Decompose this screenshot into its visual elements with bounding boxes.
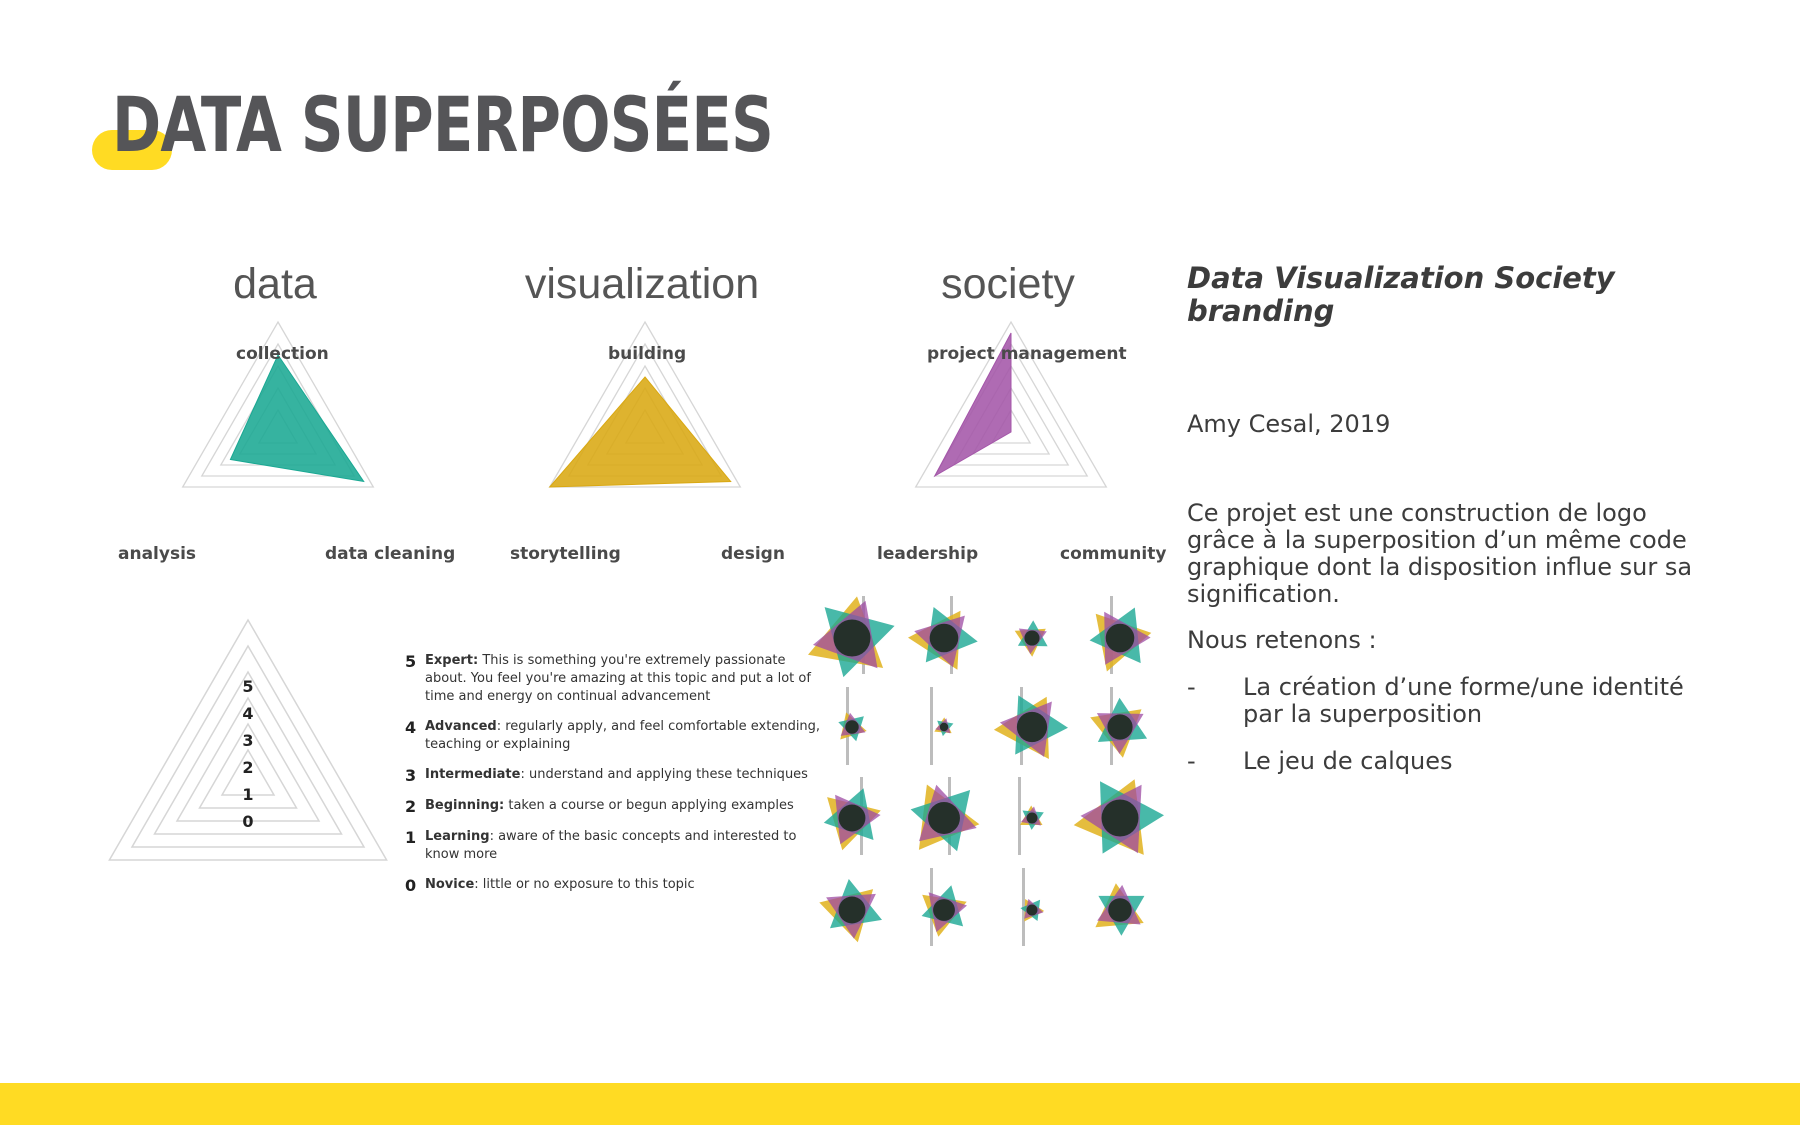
axis-label-data-cleaning: data cleaning xyxy=(325,544,456,564)
legend-row-3 xyxy=(405,766,825,785)
logo-divider-bar xyxy=(1018,777,1021,855)
logo-overlap-core xyxy=(839,897,866,924)
legend-level: 1 xyxy=(405,828,417,847)
takeaway-item xyxy=(1187,748,1707,775)
logo-divider-bar xyxy=(930,687,933,765)
takeaways-list xyxy=(1187,674,1707,775)
axis-label-building: building xyxy=(608,344,687,364)
case-author: Amy Cesal, 2019 xyxy=(1187,410,1391,438)
legend-row-4 xyxy=(405,718,825,754)
legend-description xyxy=(425,797,794,816)
logo-overlap-core xyxy=(930,624,959,653)
side-text-panel xyxy=(1187,262,1707,795)
legend-description xyxy=(425,718,825,754)
logo-overlap-core xyxy=(1017,712,1047,742)
logo-overlap-core xyxy=(933,899,955,921)
axis-label-collection: collection xyxy=(236,344,329,364)
branding-figure xyxy=(100,250,1170,970)
scale-level-0: 0 xyxy=(242,812,254,831)
axis-label-storytelling: storytelling xyxy=(510,544,621,564)
axis-label-design: design xyxy=(721,544,785,564)
legend-term: Intermediate xyxy=(425,767,521,782)
scale-level-5: 5 xyxy=(242,677,254,696)
legend-level: 5 xyxy=(405,652,417,671)
scale-level-3: 3 xyxy=(242,731,254,750)
legend-row-1 xyxy=(405,828,825,864)
legend-term: Novice xyxy=(425,877,475,892)
legend-description xyxy=(425,828,825,864)
legend-term: Expert: xyxy=(425,653,479,668)
legend-detail: : little or no exposure to this topic xyxy=(474,877,695,892)
logo-overlap-core xyxy=(1027,813,1038,824)
legend-detail: : aware of the basic concepts and interested to know more xyxy=(425,829,797,862)
legend-detail: : regularly apply, and feel comfortable extending, teaching or explaining xyxy=(425,719,821,752)
radar-title-visualization: visualization xyxy=(524,260,760,308)
legend-term: Learning xyxy=(425,829,490,844)
radar-title-society: society xyxy=(941,260,1075,308)
case-description: Ce projet est une construction de logo grâce à la superposition d’un même code graphique dont la disposition influe sur sa signification. xyxy=(1187,499,1693,608)
logo-overlap-core xyxy=(834,620,871,657)
logo-overlap-core xyxy=(1106,624,1135,653)
logo-overlap-core xyxy=(1024,630,1039,645)
legend-row-2 xyxy=(405,797,825,816)
axis-label-project-management: project management xyxy=(927,344,1127,364)
legend-level: 4 xyxy=(405,718,417,737)
logo-overlap-core xyxy=(940,723,948,731)
legend-row-0 xyxy=(405,876,825,895)
logo-overlap-core xyxy=(1102,800,1139,837)
takeaway-item xyxy=(1187,674,1707,728)
legend-detail: This is something you're extremely passionate about. You feel you're amazing at this topic and put a lot of time and energy on continual advancement xyxy=(425,653,811,704)
scale-level-1: 1 xyxy=(242,785,254,804)
legend-term: Beginning: xyxy=(425,798,505,813)
legend-detail: : understand and applying these techniques xyxy=(520,767,808,782)
legend-description xyxy=(425,766,808,785)
skill-level-legend xyxy=(405,652,825,907)
takeaways-label: Nous retenons : xyxy=(1187,626,1377,654)
radar-shape-data xyxy=(230,355,363,482)
logo-overlap-core xyxy=(839,805,866,832)
logo-overlap-core xyxy=(928,802,960,834)
legend-detail: taken a course or begun applying examples xyxy=(504,798,794,813)
logo-overlap-core xyxy=(1027,905,1038,916)
axis-label-leadership: leadership xyxy=(877,544,979,564)
takeaway-text: Le jeu de calques xyxy=(1243,747,1453,775)
case-title: Data Visualization Society branding xyxy=(1187,261,1615,328)
logo-overlap-core xyxy=(1108,898,1132,922)
scale-level-2: 2 xyxy=(242,758,254,777)
footer-band xyxy=(0,1083,1800,1125)
legend-level: 2 xyxy=(405,797,417,816)
legend-level: 3 xyxy=(405,766,417,785)
legend-row-5 xyxy=(405,652,825,706)
logo-overlap-core xyxy=(845,720,858,733)
slide-title: DATA SUPERPOSÉES xyxy=(112,80,774,169)
axis-label-analysis: analysis xyxy=(118,544,197,564)
bullet-dash: - xyxy=(1187,747,1196,775)
logo-overlap-core xyxy=(1107,714,1132,739)
radar-title-data: data xyxy=(233,260,317,308)
legend-description xyxy=(425,876,695,895)
legend-description xyxy=(425,652,825,706)
axis-label-community: community xyxy=(1060,544,1167,564)
takeaway-text: La création d’une forme/une identité par la superposition xyxy=(1243,673,1684,728)
radar-shape-visualization xyxy=(550,377,731,487)
legend-level: 0 xyxy=(405,876,417,895)
legend-term: Advanced xyxy=(425,719,497,734)
scale-ring xyxy=(155,672,342,834)
bullet-dash: - xyxy=(1187,673,1196,701)
scale-level-4: 4 xyxy=(242,704,254,723)
